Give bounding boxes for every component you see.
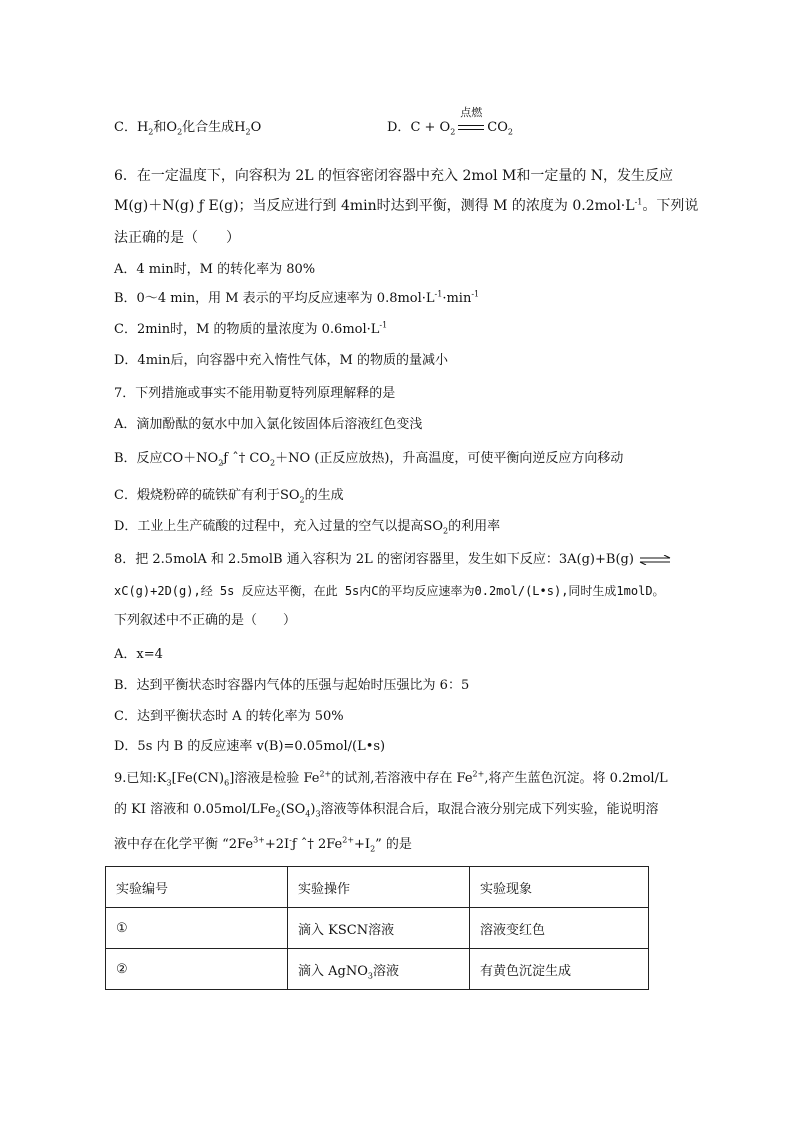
table-cell: 滴入 KSCN溶液 <box>288 908 470 949</box>
q7-option-b: B．反应$CO+NO_2ƒ$ ˆ† $CO_2+NO$ (正反应放热)，升高温度，可使平衡向逆反应方向移动 <box>114 451 624 468</box>
q6-stem-line3: 法正确的是（ ） <box>114 230 240 246</box>
q7-option-c: C．煅烧粉碎的硫铁矿有利于$SO_2$的生成 <box>114 488 344 505</box>
q5-option-d: D．$C + O_2$ 点燃 $CO_2$ <box>387 106 513 137</box>
q6-stem-line2: M(g)＋N(g) ƒ E(g)；当反应进行到 4min时达到平衡，测得 M 的浓度为 $0.2mol\cdot L^{-1}$。下列说 <box>114 197 699 214</box>
table-header-cell: 实验操作 <box>288 867 470 908</box>
q8-option-c: C．达到平衡状态时 A 的转化率为 50% <box>114 709 344 724</box>
q8-stem-line3: 下列叙述中不正确的是（ ） <box>114 613 297 628</box>
table-header-cell: 实验现象 <box>470 867 649 908</box>
q6-option-b: B．0～4 min，用 M 表示的平均反应速率为 $0.8mol\cdot L^{-1}\cdot\min^{-1}$ <box>114 289 480 306</box>
q7-option-d: D．工业上生产硫酸的过程中，充入过量的空气以提高$SO_2$的利用率 <box>114 519 501 536</box>
q6-option-a: A．4 min时，M 的转化率为 80% <box>114 262 316 277</box>
table-row <box>106 908 649 949</box>
q6-stem-line1: 6．在一定温度下，向容积为 2L 的恒容密闭容器中充入 2mol M和一定量的 N，发生反应 <box>114 168 674 184</box>
q8-option-b: B．达到平衡状态时容器内气体的压强与起始时压强比为 6：5 <box>114 678 470 693</box>
table-row <box>106 949 649 990</box>
q9-experiment-table <box>105 866 649 990</box>
q9-stem-line3: 液中存在化学平衡 “$2Fe^{3+}+2I^-ƒ$ ˆ† $2Fe^{2+}+I_2$” 的是 <box>114 835 412 854</box>
q8-stem-line2: xC(g)+2D(g),经 5s 反应达平衡，在此 5s内C的平均反应速率为0.2mol/(L•s),同时生成1molD。 <box>114 584 665 598</box>
q9-stem-line2: 的 KI 溶液和 $0.05mol/LFe_2(SO_4)_3$溶液等体积混合后，取混合液分别完成下列实验，能说明溶 <box>114 802 659 819</box>
table-cell: ② <box>106 949 288 990</box>
equilibrium-arrow-icon <box>638 555 672 565</box>
q8-stem-line1: 8．把 2.5molA 和 2.5molB 通入容积为 2L 的密闭容器里，发生如下反应：3A(g)+B(g) <box>114 553 672 566</box>
table-cell: ① <box>106 908 288 949</box>
equals-sign-icon <box>458 125 484 130</box>
q8-option-d: D．5s 内 B 的反应速率 v(B)=0.05mol/(L•s) <box>114 739 386 754</box>
table-header-cell: 实验编号 <box>106 867 288 908</box>
q5-option-c: C．$H_2$和$O_2$化合生成$H_2O$ <box>114 120 262 137</box>
q9-stem-line1: 9.已知$:K_3[Fe(CN)_6]$溶液是检验 $Fe^{2+}$的试剂,若溶液中存在 $Fe^{2+}$,将产生蓝色沉淀。将 0.2mol/L <box>114 769 668 788</box>
table-cell: 滴入 AgNO$_3$溶液 <box>288 949 470 990</box>
q7-option-a: A．滴加酚酞的氨水中加入氯化铵固体后溶液红色变浅 <box>114 417 423 432</box>
table-cell: 溶液变红色 <box>470 908 649 949</box>
table-header-row <box>106 867 649 908</box>
reaction-condition: 点燃 <box>458 121 484 134</box>
table-cell: 有黄色沉淀生成 <box>470 949 649 990</box>
q6-option-d: D．4min后，向容器中充入惰性气体，M 的物质的量减小 <box>114 353 448 368</box>
q6-option-c: C．2min时，M 的物质的量浓度为 $0.6mol\cdot L^{-1}$ <box>114 320 388 337</box>
q8-option-a: A．x=4 <box>114 647 163 662</box>
q7-stem: 7．下列措施或事实不能用勒夏特列原理解释的是 <box>114 386 396 401</box>
